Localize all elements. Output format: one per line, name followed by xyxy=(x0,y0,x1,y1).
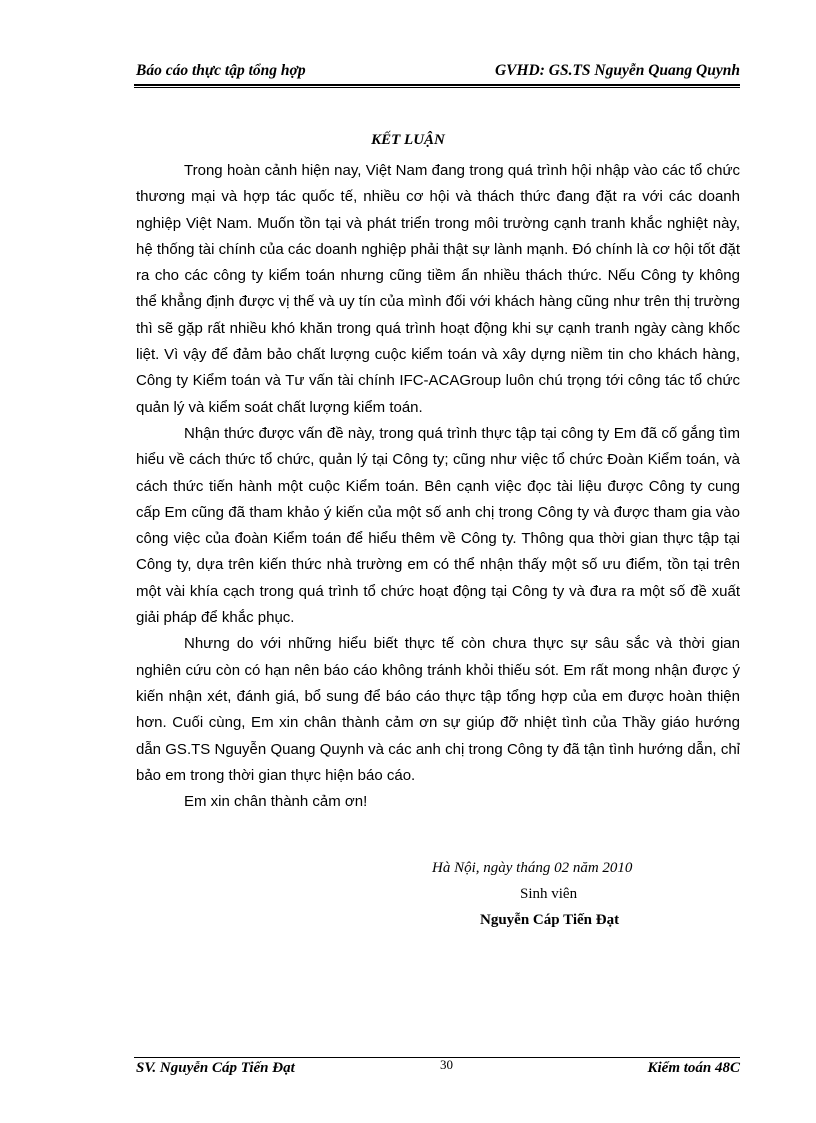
header-rule-thin xyxy=(134,87,740,88)
signature-name: Nguyễn Cáp Tiến Đạt xyxy=(480,912,620,928)
signature-date: Hà Nội, ngày tháng 02 năm 2010 xyxy=(432,860,633,876)
page-footer xyxy=(136,1057,740,1084)
header-rule-thick xyxy=(134,84,740,86)
paragraph-4: Em xin chân thành cảm ơn! xyxy=(184,793,368,811)
body-text xyxy=(136,158,740,815)
signature-role: Sinh viên xyxy=(520,886,578,902)
footer-class: Kiểm toán 48C xyxy=(647,1060,740,1076)
paragraph-3: Nhưng do với những hiểu biết thực tế còn chưa thực sự sâu sắc và thời gian nghiên cứu còn có hạn nên báo cáo không tránh khỏi thiếu sót. Em rất mong nhận được ý kiến nhận xét, đánh giá, bổ sung để báo cáo thực tập tổng hợp của em được hoàn thiện hơn. Cuối cùng, Em xin chân thành cảm ơn sự giúp đỡ nhiệt tình của Thầy giáo hướng dẫn GS.TS Nguyễn Quang Quynh và các anh chị trong Công ty đã tận tình hướng dẫn, chỉ bảo em trong thời gian thực hiện báo cáo. xyxy=(136,635,740,784)
header-report-title: Báo cáo thực tập tổng hợp xyxy=(136,62,306,79)
header-advisor: GVHD: GS.TS Nguyễn Quang Quynh xyxy=(494,62,740,79)
page-header xyxy=(136,62,740,84)
footer-student: SV. Nguyễn Cáp Tiến Đạt xyxy=(136,1060,295,1076)
section-title: KẾT LUẬN xyxy=(371,132,445,148)
paragraph-2: Nhận thức được vấn đề này, trong quá trình thực tập tại công ty Em đã cố gắng tìm hiểu về cách thức tổ chức, quản lý tại Công ty; cũng như việc tổ chức Đoàn Kiểm toán, và cách thức tiến hành một cuộc Kiểm toán. Bên cạnh việc đọc tài liệu được Công ty cung cấp Em cũng đã tham khảo ý kiến của một số anh chị trong Công ty và được tham gia vào công việc của đoàn Kiểm toán để hiểu thêm về Công ty. Thông qua thời gian thực tập tại Công ty, dựa trên kiến thức nhà trường em có thể nhận thấy một số ưu điểm, tồn tại trên một vài khía cạch trong quá trình tổ chức hoạt động tại Công ty và đưa ra một số đề xuất giải pháp để khắc phục. xyxy=(136,424,740,627)
paragraph-1: Trong hoàn cảnh hiện nay, Việt Nam đang trong quá trình hội nhập vào các tổ chức thương mại và hợp tác quốc tế, nhiều cơ hội và thách thức đang đặt ra với các doanh nghiệp Việt Nam. Muốn tồn tại và phát triển trong môi trường cạnh tranh khắc nghiệt này, hệ thống tài chính của các doanh nghiệp phải thật sự lành mạnh. Đó chính là cơ hội tốt đặt ra cho các công ty kiểm toán nhưng cũng tiềm ẩn nhiều thách thức. Nếu Công ty không thể khẳng định được vị thế và uy tín của mình đối với khách hàng cũng như trên thị trường thì sẽ gặp rất nhiều khó khăn trong quá trình hoạt động khi sự cạnh tranh ngày càng khốc liệt. Vì vậy để đảm bảo chất lượng cuộc kiểm toán và xây dựng niềm tin cho khách hàng, Công ty Kiểm toán và Tư vấn tài chính IFC-ACAGroup luôn chú trọng tới công tác tổ chức quản lý và kiểm soát chất lượng kiểm toán. xyxy=(136,162,740,416)
page-number: 30 xyxy=(440,1057,453,1072)
footer-rule xyxy=(134,1057,740,1058)
